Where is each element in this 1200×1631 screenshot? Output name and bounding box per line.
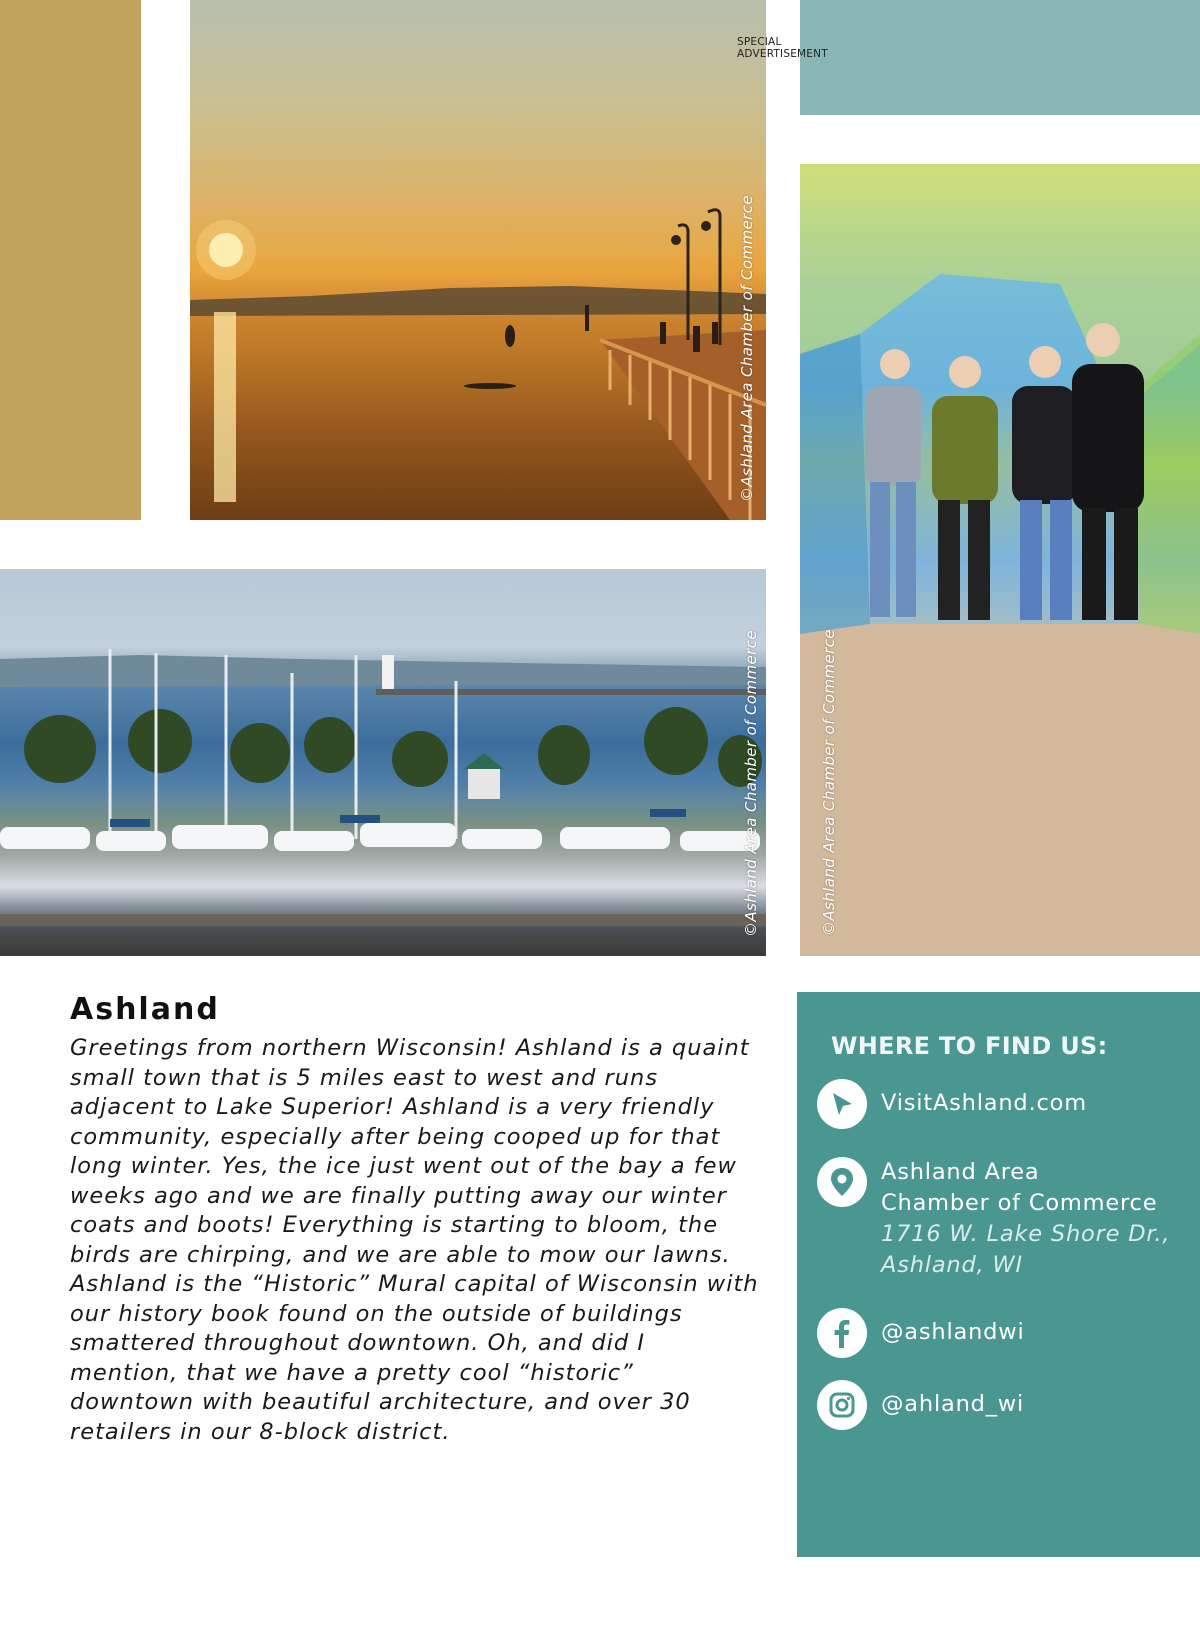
org-name-line1: Ashland Area	[881, 1159, 1040, 1185]
contact-panel	[797, 992, 1200, 1557]
article-title: Ashland	[70, 992, 220, 1027]
harbor-photo-credit: ©Ashland Area Chamber of Commerce	[742, 630, 760, 937]
street-address: 1716 W. Lake Shore Dr.,	[881, 1221, 1171, 1247]
mural-tunnel-photo	[800, 164, 1200, 956]
teal-accent-block	[800, 0, 1200, 115]
website-link[interactable]: VisitAshland.com	[881, 1090, 1087, 1116]
city-state: Ashland, WI	[881, 1252, 1023, 1278]
facebook-icon	[817, 1308, 867, 1358]
instagram-handle[interactable]: @ahland_wi	[881, 1391, 1025, 1417]
address-row	[817, 1157, 1170, 1281]
address-block	[881, 1157, 1170, 1281]
website-row[interactable]	[817, 1079, 1087, 1129]
instagram-row[interactable]	[817, 1380, 1024, 1430]
contact-heading: WHERE TO FIND US:	[831, 1032, 1108, 1060]
gold-accent-bar	[0, 0, 141, 520]
harbor-marina-photo	[0, 569, 766, 956]
cursor-icon	[817, 1079, 867, 1129]
mural-photo-credit: ©Ashland Area Chamber of Commerce	[820, 629, 838, 936]
sunset-photo-credit: ©Ashland Area Chamber of Commerce	[738, 195, 756, 502]
map-pin-icon	[817, 1157, 867, 1207]
org-name-line2: Chamber of Commerce	[881, 1190, 1158, 1216]
special-advertisement-label: SPECIAL ADVERTISEMENT	[737, 36, 828, 60]
sunset-pier-photo	[190, 0, 828, 520]
article-body: Greetings from northern Wisconsin! Ashland is a quaint small town that is 5 miles east to west and runs adjacent to Lake Superior! Ashland is a very friendly community, especially after being cooped up for that long winter. Yes, the ice just went out of the bay a few weeks ago and we are finally putting away our winter coats and boots! Everything is starting to bloom, the birds are chirping, and we are able to mow our lawns. Ashland is the “Historic” Mural capital of Wisconsin with our history book found on the outside of buildings smattered throughout downtown. Oh, and did I mention, that we have a pretty cool “historic” downtown with beautiful architecture, and over 30 retailers in our 8-block district.	[70, 1035, 759, 1445]
facebook-handle[interactable]: @ashlandwi	[881, 1319, 1025, 1345]
instagram-icon	[817, 1380, 867, 1430]
facebook-row[interactable]	[817, 1308, 1025, 1358]
